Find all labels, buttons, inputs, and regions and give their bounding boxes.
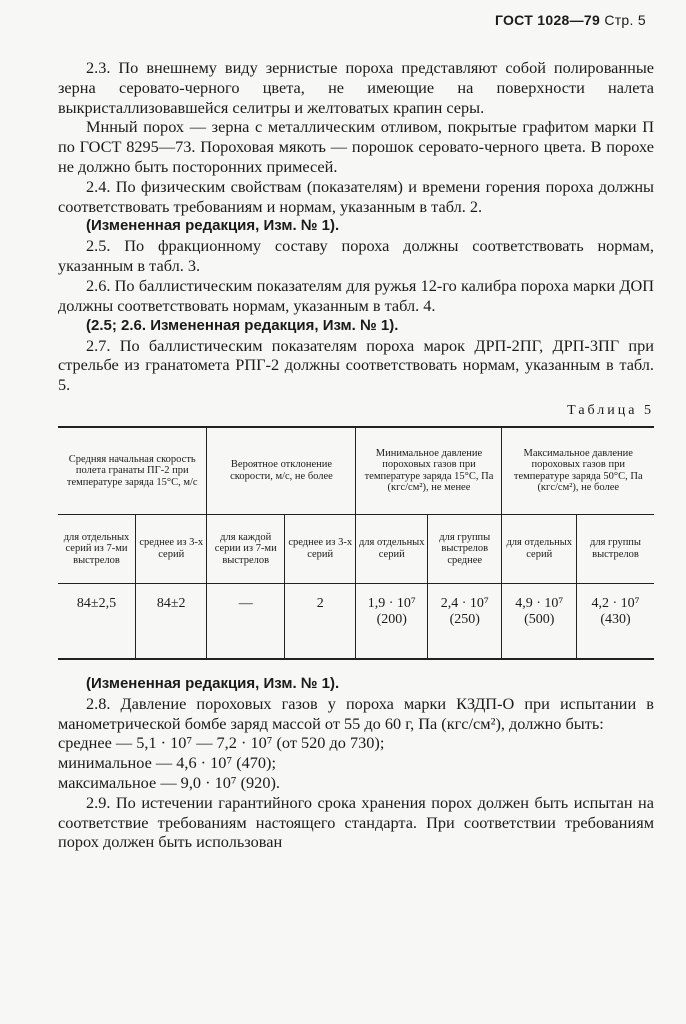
- paragraph-2-3: 2.3. По внешнему виду зернистые пороха представляют собой полированные зерна серовато-черного цвета, не имеющие на поверхности налета выкристаллизовавшейся селитры и желтоватых крапин серы.: [58, 58, 654, 117]
- table-cell: 1,9 · 10⁷ (200): [356, 583, 428, 659]
- table-caption: Таблица 5: [567, 402, 654, 418]
- table-sub-header: для отдельных серий: [356, 514, 428, 583]
- table-sub-header: среднее из 3-х серий: [284, 514, 356, 583]
- paragraph-2-9: 2.9. По истечении гарантийного срока хранения порох должен быть испытан на соответствие требованиям настоящего стандарта. При соответствии требованиям порох должен быть использован: [58, 792, 654, 852]
- paragraph-2-8: 2.8. Давление пороховых газов у пороха марки КЗДП-О при испытании в манометрической бомбе заряд массой от 55 до 60 г, Па (кгс/см²), должно быть:: [58, 693, 654, 733]
- table-sub-header: для группы выстрелов среднее: [427, 514, 502, 583]
- paragraph-mny-porokh: Мнный порох — зерна с металлическим отливом, покрытые графитом марки П по ГОСТ 8295—73. Пороховая мякоть — порошок серовато-черного цвета. В порохе не должно быть посторонних примесей.: [58, 117, 654, 176]
- table-group-header: Вероятное отклонение скорости, м/с, не более: [207, 427, 356, 515]
- page-header: [495, 12, 646, 28]
- paragraph-2-7: 2.7. По баллистическим показателям пороха марок ДРП-2ПГ, ДРП-3ПГ при стрельбе из гранатомета РПГ-2 должны соответствовать нормам, указанным в табл. 5.: [58, 335, 654, 395]
- table-cell: 4,9 · 10⁷ (500): [502, 583, 577, 659]
- table-cell: 4,2 · 10⁷ (430): [576, 583, 654, 659]
- paragraph-2-4: 2.4. По физическим свойствам (показателям) и времени горения пороха должны соответствовать требованиям и нормам, указанным в табл. 2.: [58, 176, 654, 216]
- table-sub-header: среднее из 3-х серий: [135, 514, 207, 583]
- table-5: [58, 426, 654, 660]
- list-item-maximum: максимальное — 9,0 · 10⁷ (920).: [58, 772, 280, 792]
- paragraph-2-6: 2.6. По баллистическим показателям для ружья 12-го калибра пороха марки ДОП должны соответствовать нормам, указанным в табл. 4.: [58, 275, 654, 315]
- table-sub-header: для отдельных серий: [502, 514, 577, 583]
- standard-number: ГОСТ 1028—79: [494, 12, 601, 28]
- amendment-note-2: (2.5; 2.6. Измененная редакция, Изм. № 1).: [86, 316, 399, 334]
- page-number: Стр. 5: [604, 12, 646, 28]
- table-cell: —: [207, 583, 284, 659]
- table-group-header: Максимальное давление пороховых газов при температуре заряда 50°С, Па (кгс/см²), не более: [502, 427, 654, 515]
- paragraph-2-5: 2.5. По фракционному составу пороха должны соответствовать нормам, указанным в табл. 3.: [58, 236, 654, 276]
- table-sub-header: для каждой серии из 7-ми выстрелов: [207, 514, 284, 583]
- table-group-header: Минимальное давление пороховых газов при температуре заряда 15°С, Па (кгс/см²), не менее: [356, 427, 502, 515]
- table-cell: 84±2: [135, 583, 207, 659]
- table-group-header: Средняя начальная скорость полета гранаты ПГ-2 при температуре заряда 15°С, м/с: [58, 427, 207, 515]
- table-cell: 84±2,5: [58, 583, 135, 659]
- list-item-average: среднее — 5,1 · 10⁷ — 7,2 · 10⁷ (от 520 до 730);: [58, 733, 385, 753]
- document-body: [58, 58, 654, 852]
- table-sub-header: для группы выстрелов: [576, 514, 654, 583]
- list-item-minimum: минимальное — 4,6 · 10⁷ (470);: [58, 753, 276, 773]
- table-row: [58, 583, 654, 659]
- amendment-note-3: (Измененная редакция, Изм. № 1).: [86, 674, 340, 692]
- table-cell: 2,4 · 10⁷ (250): [427, 583, 502, 659]
- table-cell: 2: [284, 583, 356, 659]
- amendment-note-1: (Измененная редакция, Изм. № 1).: [86, 217, 340, 235]
- table-sub-header: для отдельных серий из 7-ми выстрелов: [58, 514, 135, 583]
